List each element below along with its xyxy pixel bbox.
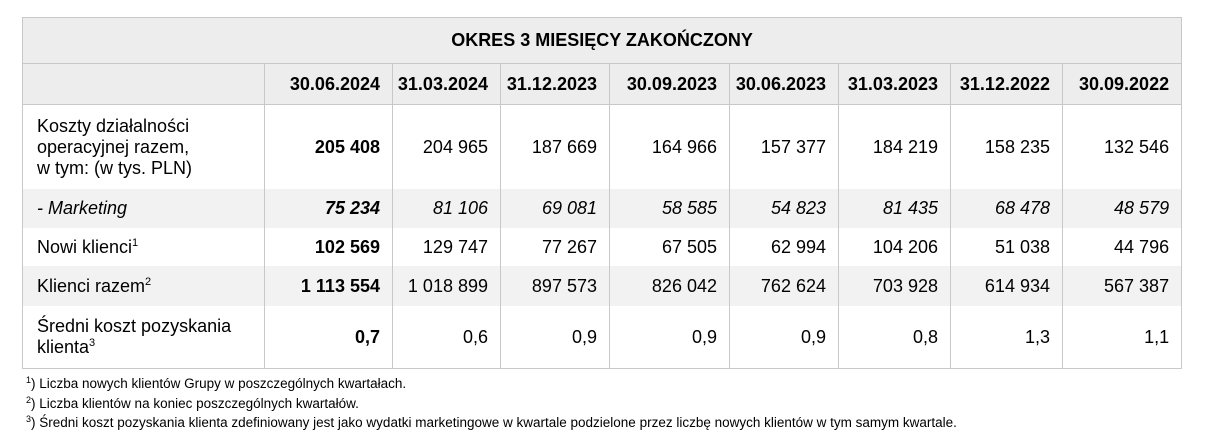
label-line: Średni koszt pozyskania bbox=[37, 316, 232, 336]
footnote-text: ) Średni koszt pozyskania klienta zdefiniowany jest jako wydatki marketingowe w kwartale podzielone przez liczbę nowych klientów w tym samym kwartale. bbox=[31, 415, 957, 430]
header-row bbox=[23, 64, 1182, 105]
table-cell: 614 934 bbox=[951, 266, 1063, 306]
label-text: Nowi klienci bbox=[37, 236, 133, 257]
row-label-total-clients bbox=[23, 266, 265, 306]
table-cell: 0,9 bbox=[501, 306, 610, 369]
column-header: 31.12.2023 bbox=[501, 64, 610, 105]
label-line: klienta bbox=[37, 337, 90, 357]
column-header: 31.12.2022 bbox=[951, 64, 1063, 105]
table-row bbox=[23, 306, 1182, 369]
table-cell: 826 042 bbox=[610, 266, 730, 306]
table-cell: 44 796 bbox=[1063, 228, 1182, 266]
table-cell: 48 579 bbox=[1063, 189, 1182, 228]
table-cell: 54 823 bbox=[730, 189, 839, 228]
table-cell: 1,1 bbox=[1063, 306, 1182, 369]
row-label-operating-costs bbox=[23, 105, 265, 190]
table-cell: 0,9 bbox=[730, 306, 839, 369]
row-label-new-clients bbox=[23, 228, 265, 266]
table-cell: 0,8 bbox=[839, 306, 951, 369]
table-cell: 102 569 bbox=[265, 228, 393, 266]
footnotes bbox=[26, 374, 957, 433]
label-text: Klienci razem bbox=[37, 275, 146, 296]
table-cell: 164 966 bbox=[610, 105, 730, 190]
table-cell: 703 928 bbox=[839, 266, 951, 306]
table-cell: 77 267 bbox=[501, 228, 610, 266]
table-title: OKRES 3 MIESIĘCY ZAKOŃCZONY bbox=[23, 18, 1182, 64]
row-label-acquisition-cost bbox=[23, 306, 265, 369]
footnote bbox=[26, 374, 957, 394]
table-cell: 81 106 bbox=[393, 189, 501, 228]
table-cell: 897 573 bbox=[501, 266, 610, 306]
label-line: w tym: (w tys. PLN) bbox=[37, 157, 193, 178]
table-cell: 62 994 bbox=[730, 228, 839, 266]
kpi-table bbox=[22, 17, 1182, 369]
table-cell: 204 965 bbox=[393, 105, 501, 190]
table-cell: 762 624 bbox=[730, 266, 839, 306]
table-cell: 132 546 bbox=[1063, 105, 1182, 190]
footnote-mark: 2 bbox=[26, 394, 32, 405]
table-cell: 81 435 bbox=[839, 189, 951, 228]
footnote-mark: 1 bbox=[26, 375, 32, 385]
footnote-mark: 3 bbox=[26, 414, 32, 424]
table-row bbox=[23, 105, 1182, 190]
footnote-mark: 2 bbox=[145, 275, 152, 288]
table-cell: 205 408 bbox=[265, 105, 393, 190]
table-cell: 75 234 bbox=[265, 189, 393, 228]
footnote-mark: 1 bbox=[132, 236, 139, 249]
footnote bbox=[26, 394, 957, 414]
table-cell: 158 235 bbox=[951, 105, 1063, 190]
column-header: 30.09.2023 bbox=[610, 64, 730, 105]
table-cell: 1,3 bbox=[951, 306, 1063, 369]
table-cell: 51 038 bbox=[951, 228, 1063, 266]
column-header: 30.06.2023 bbox=[730, 64, 839, 105]
table-cell: 0,7 bbox=[265, 306, 393, 369]
footnote-text: ) Liczba klientów na koniec poszczególnych kwartałów. bbox=[31, 395, 359, 411]
table-cell: 1 113 554 bbox=[265, 266, 393, 306]
table-cell: 129 747 bbox=[393, 228, 501, 266]
footnote bbox=[26, 413, 957, 433]
table-cell: 104 206 bbox=[839, 228, 951, 266]
table-cell: 58 585 bbox=[610, 189, 730, 228]
table-row bbox=[23, 189, 1182, 228]
table-cell: 0,6 bbox=[393, 306, 501, 369]
column-header: 30.06.2024 bbox=[265, 64, 393, 105]
title-row bbox=[23, 18, 1182, 64]
column-header: 31.03.2024 bbox=[393, 64, 501, 105]
table-row bbox=[23, 228, 1182, 266]
table-cell: 157 377 bbox=[730, 105, 839, 190]
row-label-marketing: - Marketing bbox=[23, 189, 265, 228]
table-cell: 67 505 bbox=[610, 228, 730, 266]
header-corner bbox=[23, 64, 265, 105]
table-cell: 0,9 bbox=[610, 306, 730, 369]
table-cell: 184 219 bbox=[839, 105, 951, 190]
footnote-mark: 3 bbox=[89, 337, 96, 349]
table-cell: 68 478 bbox=[951, 189, 1063, 228]
column-header: 30.09.2022 bbox=[1063, 64, 1182, 105]
table-cell: 187 669 bbox=[501, 105, 610, 190]
table-row bbox=[23, 266, 1182, 306]
table-cell: 1 018 899 bbox=[393, 266, 501, 306]
label-line: operacyjnej razem, bbox=[37, 136, 190, 157]
label-line: Koszty działalności bbox=[37, 115, 190, 136]
table-cell: 69 081 bbox=[501, 189, 610, 228]
column-header: 31.03.2023 bbox=[839, 64, 951, 105]
footnote-text: ) Liczba nowych klientów Grupy w poszczególnych kwartałach. bbox=[31, 376, 407, 391]
table-cell: 567 387 bbox=[1063, 266, 1182, 306]
